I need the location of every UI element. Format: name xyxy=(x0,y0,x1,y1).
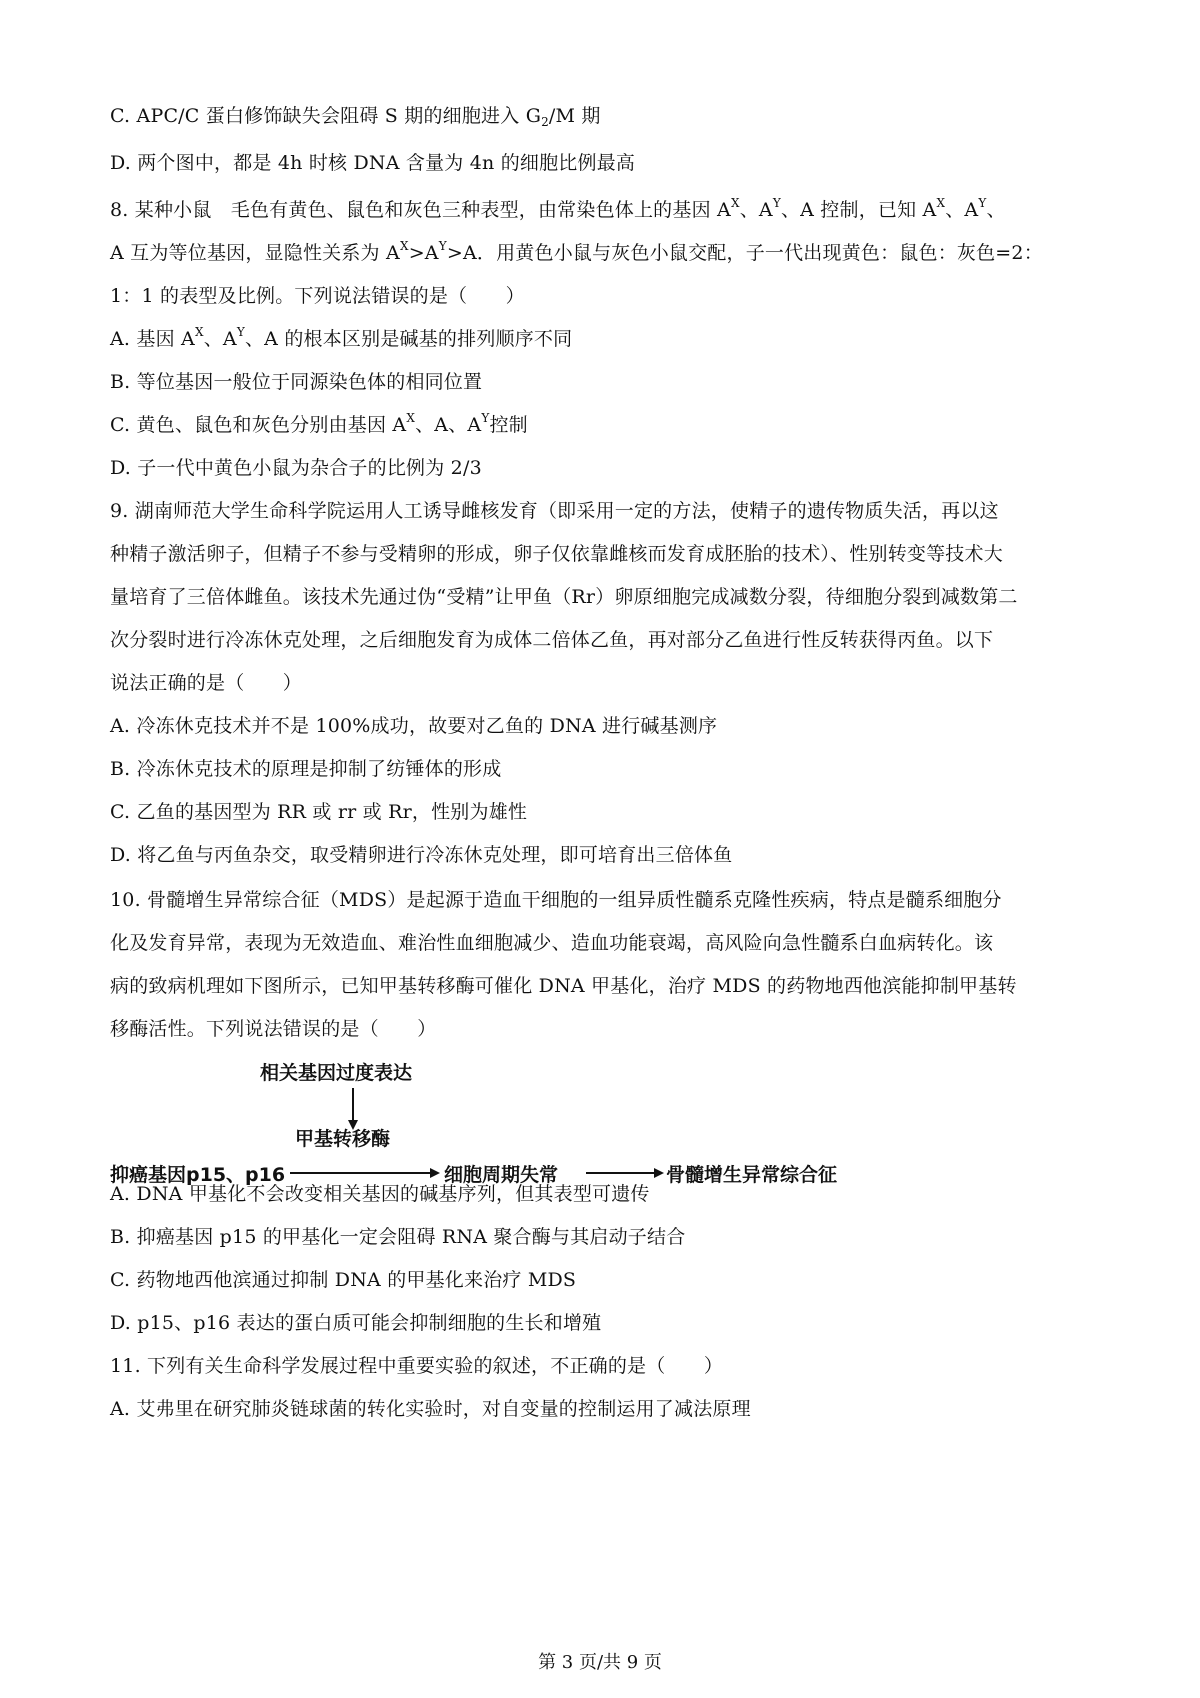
q9-option-a: A. 冷冻休克技术并不是 100%成功，故要对乙鱼的 DNA 进行碱基测序 xyxy=(110,715,718,737)
q10-stem-line-2: 化及发育异常，表现为无效造血、难治性血细胞减少、造血功能衰竭，高风险向急性髓系白血病转化。该 xyxy=(110,932,994,954)
q9-stem-line-4: 次分裂时进行冷冻休克处理，之后细胞发育为成体二倍体乙鱼，再对部分乙鱼进行性反转获得丙鱼。以下 xyxy=(110,629,994,651)
q10-stem-line-4: 移酶活性。下列说法错误的是（ ） xyxy=(110,1018,437,1040)
q8-stem-line-2: A 互为等位基因，显隐性关系为 $A^X>A^Y>A$．用黄色小鼠与灰色小鼠交配，子一代出现黄色：鼠色：灰色=2： xyxy=(110,239,1043,264)
diagram-top-label: 相关基因过度表达 xyxy=(260,1062,413,1084)
diagram-mid-label: 细胞周期失常 xyxy=(444,1164,559,1186)
q8-option-c: C. 黄色、鼠色和灰色分别由基因 $A^X$、A、$A^Y$控制 xyxy=(110,411,528,436)
diagram-end-label: 骨髓增生异常综合征 xyxy=(666,1164,838,1186)
page-number-footer: 第 3 页/共 9 页 xyxy=(538,1652,662,1673)
q8-stem-line-3: 1：1 的表型及比例。下列说法错误的是（ ） xyxy=(110,285,525,307)
q9-option-b: B. 冷冻休克技术的原理是抑制了纺锤体的形成 xyxy=(110,758,502,780)
q8-option-a: A. 基因 $A^X$、$A^Y$、A 的根本区别是碱基的排列顺序不同 xyxy=(110,325,573,350)
q10-option-c: C. 药物地西他滨通过抑制 DNA 的甲基化来治疗 MDS xyxy=(110,1269,577,1291)
q10-stem-line-1: 10. 骨髓增生异常综合征（MDS）是起源于造血干细胞的一组异质性髓系克隆性疾病，特点是髓系细胞分 xyxy=(110,889,1002,911)
q8-stem-line-1: 8. 某种小鼠 毛色有黄色、鼠色和灰色三种表型，由常染色体上的基因 $A^X$、$A^Y$、A 控制，已知 $A^X$、$A^Y$、 xyxy=(110,196,1006,221)
q11-option-a: A. 艾弗里在研究肺炎链球菌的转化实验时，对自变量的控制运用了减法原理 xyxy=(110,1398,751,1420)
q9-stem-line-2: 种精子激活卵子，但精子不参与受精卵的形成，卵子仅依靠雌核而发育成胚胎的技术）、性别转变等技术大 xyxy=(110,543,1003,565)
diagram-start-label: 抑癌基因p15、p16 xyxy=(110,1164,286,1186)
q8-option-d: D. 子一代中黄色小鼠为杂合子的比例为 2/3 xyxy=(110,457,482,479)
q9-stem-line-1: 9. 湖南师范大学生命科学院运用人工诱导雌核发育（即采用一定的方法，使精子的遗传物质失活，再以这 xyxy=(110,500,999,522)
q8-option-b: B. 等位基因一般位于同源染色体的相同位置 xyxy=(110,371,483,393)
q11-stem: 11. 下列有关生命科学发展过程中重要实验的叙述，不正确的是（ ） xyxy=(110,1355,724,1377)
q9-stem-line-3: 量培育了三倍体雌鱼。该技术先通过伪“受精”让甲鱼（Rr）卵原细胞完成减数分裂，待细胞分裂到减数第二 xyxy=(110,586,1018,608)
q10-stem-line-3: 病的致病机理如下图所示，已知甲基转移酶可催化 DNA 甲基化，治疗 MDS 的药物地西他滨能抑制甲基转 xyxy=(110,975,1017,997)
q9-option-d: D. 将乙鱼与丙鱼杂交，取受精卵进行冷冻休克处理，即可培育出三倍体鱼 xyxy=(110,844,733,866)
q7-option-d: D. 两个图中，都是 4h 时核 DNA 含量为 4n 的细胞比例最高 xyxy=(110,152,636,174)
q10-option-a: A. DNA 甲基化不会改变相关基因的碱基序列，但其表型可遗传 xyxy=(110,1183,650,1205)
q10-option-b: B. 抑癌基因 p15 的甲基化一定会阻碍 RNA 聚合酶与其启动子结合 xyxy=(110,1226,686,1248)
q9-stem-line-5: 说法正确的是（ ） xyxy=(110,672,303,694)
diagram-arrow-label: 甲基转移酶 xyxy=(295,1128,391,1150)
q10-option-d: D. p15、p16 表达的蛋白质可能会抑制细胞的生长和增殖 xyxy=(110,1312,602,1334)
q7-option-c: C. APC/C 蛋白修饰缺失会阻碍 S 期的细胞进入 $G_2/M$ 期 xyxy=(110,105,601,129)
q9-option-c: C. 乙鱼的基因型为 RR 或 rr 或 Rr，性别为雄性 xyxy=(110,801,528,823)
